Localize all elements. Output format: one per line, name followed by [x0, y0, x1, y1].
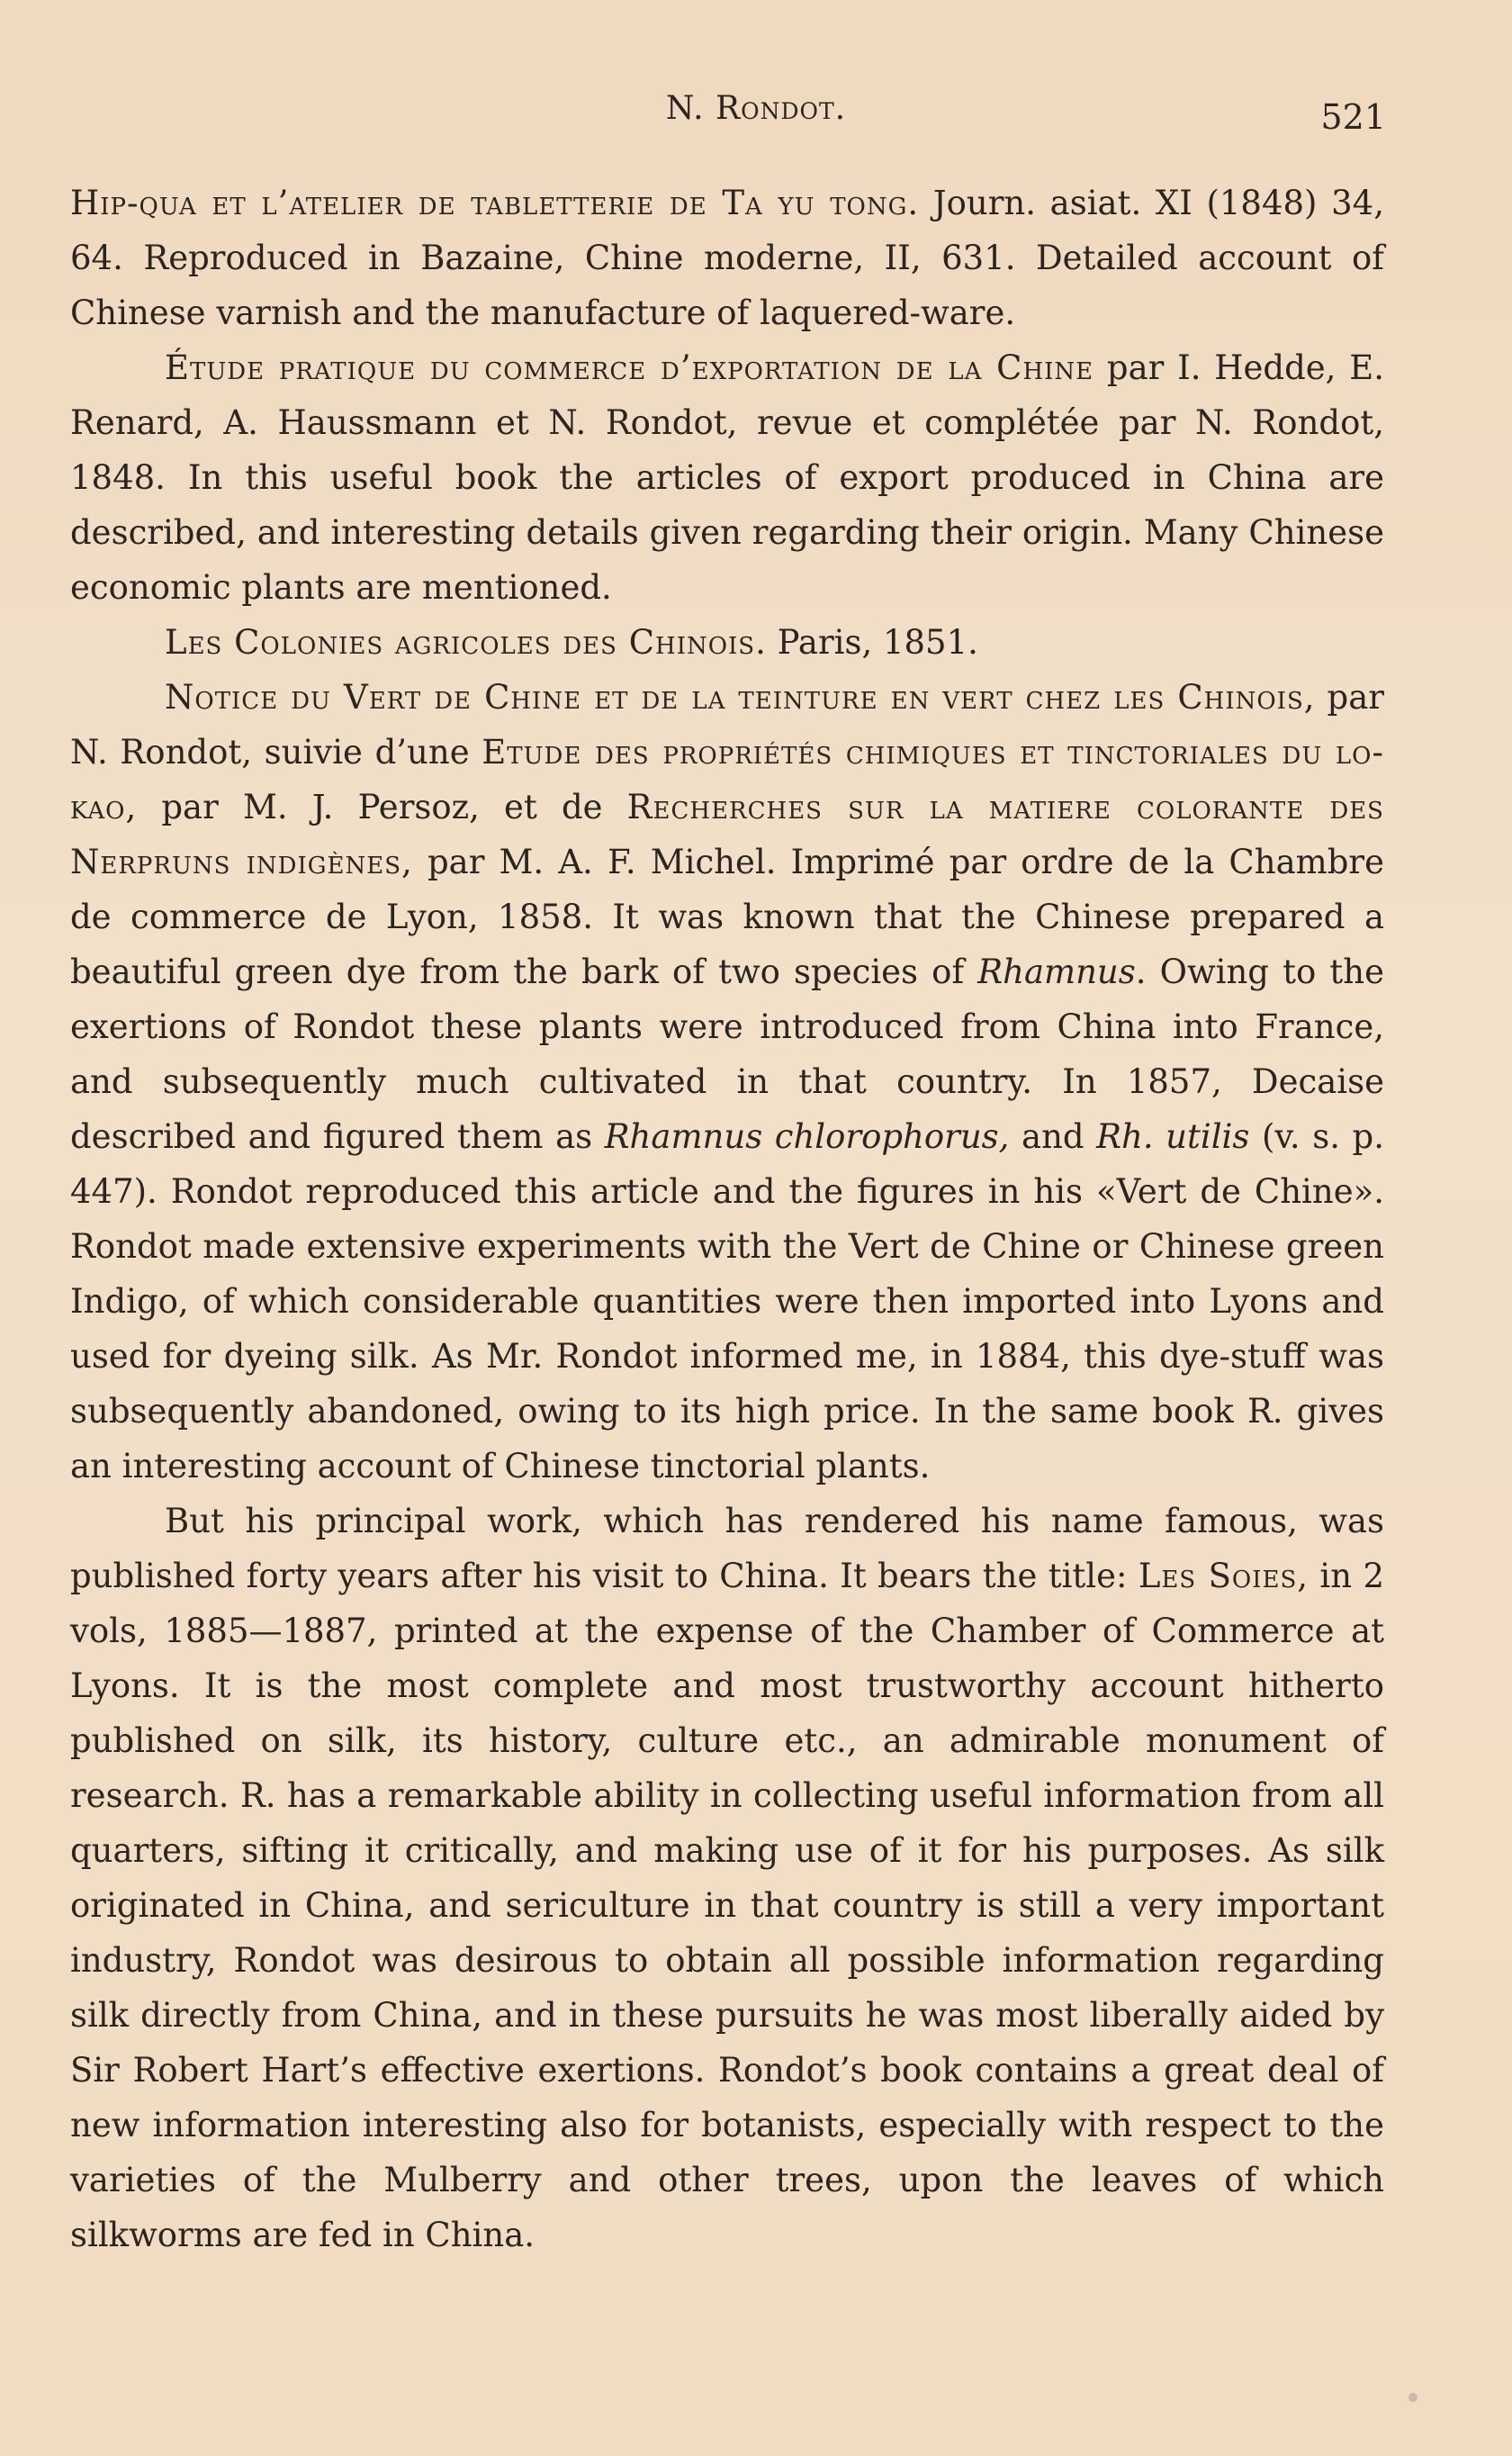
- paragraph-text: Journ. asiat. XI (1848) 34, 64. Reproduced in Bazaine, Chine moderne, II, 631. Detailed account of Chinese varnish and the manufacture of laquered-ware.: [70, 184, 1384, 332]
- species-name: Rh. utilis: [1096, 1117, 1250, 1156]
- running-head: N. Rondot.: [665, 90, 847, 127]
- work-title: Les Soies,: [1138, 1557, 1310, 1595]
- paragraph-text: Paris, 1851.: [766, 623, 978, 662]
- work-title: Notice du Vert de Chine et de la teinture en vert chez les Chinois,: [165, 678, 1316, 717]
- work-title: Étude pratique du commerce d’exportation de la Chine: [165, 348, 1094, 387]
- paragraph-etude-pratique: [70, 340, 1384, 615]
- paragraph-text: and: [1009, 1117, 1097, 1156]
- work-title: Recherches sur la matiere colorante des Nerpruns indigènes,: [70, 788, 1384, 881]
- paragraph-text: par M. J. Persoz, et de: [137, 788, 627, 826]
- paper-speck: [1408, 2393, 1418, 2402]
- body-text: [70, 176, 1384, 2262]
- paragraph-colonies-agricoles: [70, 615, 1384, 670]
- species-name: Rhamnus chlorophorus,: [604, 1117, 1010, 1156]
- page-number: 521: [1320, 97, 1386, 137]
- work-title: Etude des propriétés chimiques et tinctoriales du lo-kao,: [70, 733, 1385, 826]
- page-header: [0, 90, 1512, 144]
- paragraph-text: (v. s. p. 447). Rondot reproduced this article and the figures in his «Vert de Chine». Rondot made extensive experiments with the Vert de Chine or Chinese green Indigo, of which considerable quantities were then imported into Lyons and used for dyeing silk. As Mr. Rondot informed me, in 1884, this dye-stuff was subsequently abandoned, owing to its high price. In the same book R. gives an interesting account of Chinese tinctorial plants.: [70, 1117, 1384, 1485]
- paragraph-text: par I. Hedde, E. Renard, A. Haussmann et N. Rondot, revue et complétée par N. Rondot, 1848. In this useful book the articles of export produced in China are described, and interesting details given regarding their origin. Many Chinese economic plants are mentioned.: [70, 348, 1384, 607]
- species-name: Rhamnus: [977, 953, 1136, 991]
- paragraph-text: par N. Rondot, suivie d’une: [70, 678, 1384, 772]
- paragraph-hip-qua: [70, 176, 1384, 340]
- paragraph-text: in 2 vols, 1885—1887, printed at the expense of the Chamber of Commerce at Lyons. It is the most complete and most trustworthy account hitherto published on silk, its history, culture etc., an admirable monument of research. R. has a remarkable ability in collecting useful information from all quarters, sifting it critically, and making use of it for his purposes. As silk originated in China, and sericulture in that country is still a very important industry, Rondot was desirous to obtain all possible information regarding silk directly from China, and in these pursuits he was most liberally aided by Sir Robert Hart’s effective exertions. Rondot’s book contains a great deal of new information interesting also for botanists, especially with respect to the varieties of the Mulberry and other trees, upon the leaves of which silkworms are fed in China.: [70, 1557, 1384, 2254]
- paragraph-vert-de-chine: [70, 670, 1384, 1494]
- paragraph-text: par M. A. F. Michel. Imprimé par ordre de la Chambre de commerce de Lyon, 1858. It was known that the Chinese prepared a beautiful green dye from the bark of two species of: [70, 843, 1384, 991]
- paragraph-text: But his principal work, which has rendered his name famous, was published forty years after his visit to China. It bears the title:: [70, 1502, 1384, 1595]
- paragraph-text: . Owing to the exertions of Rondot these plants were introduced from China into France, and subsequently much cultivated in that country. In 1857, Decaise described and figured them as: [70, 953, 1384, 1156]
- work-title: Hip-qua et l’atelier de tabletterie de Ta yu tong.: [70, 184, 920, 222]
- paragraph-les-soies: [70, 1494, 1384, 2262]
- work-title: Les Colonies agricoles des Chinois.: [165, 623, 767, 662]
